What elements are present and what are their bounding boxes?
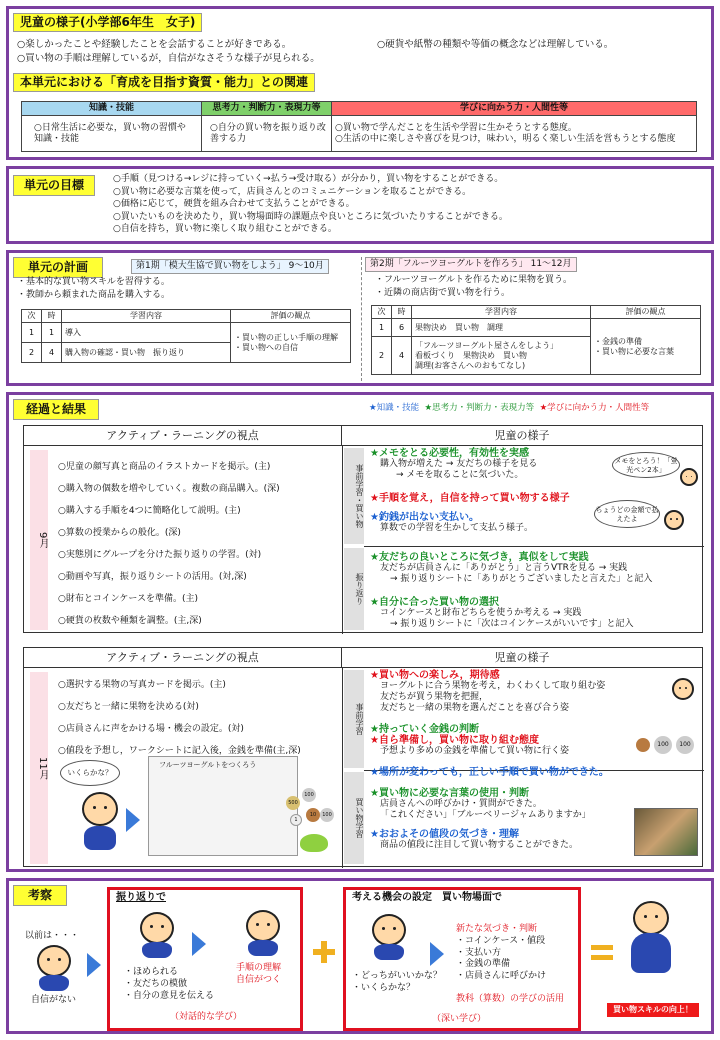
child-face-icon bbox=[140, 912, 174, 944]
coin-icon bbox=[636, 738, 650, 752]
thinking-item: ・店員さんに呼びかけ bbox=[456, 970, 547, 981]
legend-thinking: ★思考力・判断力・表現力等 bbox=[424, 403, 535, 413]
kids-text: ヨーグルトに合う果物を考え，わくわくして取り組む姿 bbox=[380, 681, 606, 691]
month-bar-2 bbox=[30, 672, 48, 864]
al-item: ○財布とコインケースを準備。(主) bbox=[58, 594, 198, 604]
child-body bbox=[142, 942, 172, 958]
section-child-status bbox=[6, 6, 714, 160]
arrow-right-icon bbox=[126, 808, 140, 832]
cell-eval: ・買い物の正しい手順の理解 ・買い物への自信 bbox=[231, 323, 351, 363]
coin-icon-500: 500 bbox=[286, 796, 300, 810]
coin-icon: 100 bbox=[654, 736, 672, 754]
side-tag-1a bbox=[344, 448, 364, 544]
section-discussion bbox=[6, 878, 714, 1034]
kids-header-text: 児童の様子 bbox=[494, 429, 550, 442]
coin-icon-100b: 100 bbox=[320, 808, 334, 822]
side-tag-text: 事前学習・買い物 bbox=[355, 464, 364, 528]
thinking-question: ・いくらかな？ bbox=[352, 983, 416, 993]
abilities-cell-attitude bbox=[332, 116, 697, 152]
al-header-2 bbox=[24, 648, 342, 668]
kids-point: ★場所が変わっても，正しい手順で買い物ができた。 bbox=[370, 767, 609, 778]
plan-divider bbox=[361, 257, 362, 381]
side-tag-2b bbox=[344, 772, 364, 864]
reflection-items bbox=[124, 966, 214, 1002]
kids-block-1 bbox=[370, 448, 652, 630]
kids-header-2 bbox=[342, 648, 702, 668]
al-item: ○購入する手順を4つに簡略化して説明。(主) bbox=[58, 506, 241, 516]
thinking-item: ・コインケース・値段 bbox=[456, 936, 546, 946]
kids-header-text: 児童の様子 bbox=[494, 651, 550, 664]
thinking-items bbox=[456, 936, 546, 982]
plan-title: 単元の計画 bbox=[13, 257, 103, 278]
goal-item: ○手順（見つける→レジに持っていく→払う→受け取る）が分かり，買い物をすることができる。 bbox=[113, 174, 504, 184]
section-progress bbox=[6, 392, 714, 872]
al-item: ○友だちと一緒に果物を決める(対) bbox=[58, 702, 199, 712]
child-body bbox=[631, 933, 671, 973]
thinking-item: ・支払い方 bbox=[456, 947, 502, 958]
speech-bubble-change: ちょうどの金額で払えたよ bbox=[594, 500, 660, 528]
al-header-1 bbox=[24, 426, 342, 446]
cell: 購入物の確認・買い物 振り返り bbox=[62, 343, 231, 363]
side-tag-text: 買い物学習 bbox=[355, 798, 364, 838]
th-ji: 次 bbox=[372, 306, 392, 319]
reflection-footer: （対話的な学び） bbox=[170, 1012, 243, 1022]
cell: 4 bbox=[42, 343, 62, 363]
side-tag-text: 事前学習 bbox=[355, 703, 364, 735]
reflection-box bbox=[107, 887, 303, 1031]
kids-text: 算数での学習を生かして支払う様子。 bbox=[380, 523, 534, 533]
reflection-title: 振り返りで bbox=[116, 892, 166, 903]
al-header-text: アクティブ・ラーニングの視点 bbox=[106, 429, 259, 442]
abilities-cell-knowledge: ○日常生活に必要な，買い物の習慣や知識・技能 bbox=[22, 116, 202, 152]
equals-icon bbox=[591, 945, 613, 961]
cell: 「フルーツヨーグルト屋さんをしよう」 看板づくり 果物決め 買い物 調理(お客さんへのおもてなし) bbox=[412, 337, 591, 375]
legend-knowledge: ★知識・技能 bbox=[369, 403, 420, 413]
arrow-right-icon bbox=[192, 932, 206, 956]
child-face-icon bbox=[372, 914, 406, 946]
al-item: ○児童の顔写真と商品のイラストカードを掲示。(主) bbox=[58, 462, 271, 472]
goal-item: ○価格に応じて，硬貨を組み合わせて支払うことができる。 bbox=[113, 199, 355, 209]
thinking-result-title: 新たな気づき・判断 bbox=[456, 924, 538, 934]
kids-text: 購入物が増えた → 友だちの様子を見る bbox=[380, 459, 538, 469]
kids-divider-v1 bbox=[342, 446, 343, 634]
kids-text: 友だちと一緒の果物を選んだことを喜び合う姿 bbox=[380, 703, 570, 713]
attitude-line-2: ○生活の中に楽しさや喜びを見つけ，味わい，明るく楽しい生活を営もうとする態度 bbox=[335, 133, 676, 144]
month-bar-1 bbox=[30, 450, 48, 630]
kids-text: 友だちが買う果物を把握， bbox=[380, 692, 489, 702]
goal-item: ○自信を持ち，買い物に楽しく取り組むことができる。 bbox=[113, 224, 337, 234]
progress-block-2 bbox=[23, 647, 703, 867]
kids-text: → 振り返りシートに「次はコインケースがいいです」と記入 bbox=[390, 619, 634, 629]
abilities-cell-thinking: ○自分の買い物を振り返り改善する力 bbox=[202, 116, 332, 152]
status-line-2: ○買い物の手順は理解しているが，自信がなさそうな様子が見られる。 bbox=[17, 53, 320, 64]
child-body bbox=[84, 826, 116, 850]
shopping-photo bbox=[634, 808, 698, 856]
discussion-title: 考察 bbox=[13, 885, 67, 906]
thinking-question: ・どっちがいいかな？ bbox=[352, 971, 442, 981]
child-body bbox=[248, 940, 278, 956]
section-goals bbox=[6, 166, 714, 244]
child-happy-face bbox=[246, 910, 280, 942]
kids-point: ★持っていく金銭の判断 bbox=[370, 724, 479, 735]
kids-header-1 bbox=[342, 426, 702, 446]
kids-point: ★メモをとる必要性，有効性を実感 bbox=[370, 448, 529, 459]
result-badge: 買い物スキルの向上！ bbox=[607, 1003, 699, 1017]
cell: 2 bbox=[372, 337, 392, 375]
th-toki: 時 bbox=[392, 306, 412, 319]
cell: 1 bbox=[42, 323, 62, 343]
coin-icon: 100 bbox=[676, 736, 694, 754]
section-plan bbox=[6, 250, 714, 386]
coin-purse-icon bbox=[300, 834, 328, 852]
speech-bubble-price: いくらかな？ bbox=[60, 760, 120, 786]
th-naiyou: 学習内容 bbox=[62, 310, 231, 323]
th-hyouka: 評価の観点 bbox=[231, 310, 351, 323]
kids-point: ★買い物への楽しみ，期待感 bbox=[370, 670, 500, 681]
side-tag-text: 振り返り bbox=[355, 573, 364, 605]
cell: 導入 bbox=[62, 323, 231, 343]
child-body bbox=[374, 944, 404, 960]
goals-list bbox=[113, 173, 508, 236]
child-cheer-face bbox=[633, 901, 669, 935]
kids-point: ★自ら準備し，買い物に取り組む態度 bbox=[370, 735, 539, 746]
plan-table-2 bbox=[371, 305, 701, 375]
kids-point: ★釣銭が出ない支払い。 bbox=[370, 512, 479, 523]
cell: 2 bbox=[22, 343, 42, 363]
child-status-title: 児童の様子(小学部6年生 女子) bbox=[13, 13, 202, 32]
status-line-1b: ○硬貨や紙幣の種類や等価の概念などは理解している。 bbox=[377, 39, 614, 50]
thinking-box bbox=[343, 887, 581, 1031]
al-list-2 bbox=[58, 674, 301, 762]
al-item: ○動画や写真，振り返りシートの活用。(対,深) bbox=[58, 572, 247, 582]
child-sad-face bbox=[37, 945, 71, 977]
cell: 果物決め 買い物 調理 bbox=[412, 319, 591, 337]
plan-p2-line2: ・近隣の商店街で買い物を行う。 bbox=[375, 288, 511, 298]
kids-text: 友だちが店員さんに「ありがとう」と言うVTRを見る → 実践 bbox=[380, 563, 628, 573]
plan-period-2: 第2期「フルーツヨーグルトを作ろう」 11～12月 bbox=[365, 257, 577, 272]
kids-text: 予想より多めの金銭を準備して買い物に行く姿 bbox=[380, 746, 570, 756]
reflection-result: 手順の理解 自信がつく bbox=[236, 963, 282, 985]
reflection-item: ・自分の意見を伝える bbox=[124, 991, 215, 1001]
al-item: ○算数の授業からの般化。(深) bbox=[58, 528, 181, 538]
plan-p1-line1: ・基本的な買い物スキルを習得する。 bbox=[17, 277, 170, 287]
thinking-title: 考える機会の設定 買い物場面で bbox=[352, 892, 502, 903]
al-list-1 bbox=[58, 456, 280, 632]
worksheet-image bbox=[148, 756, 298, 856]
cell: 1 bbox=[372, 319, 392, 337]
goal-item: ○買いたいものを決めたり，買い物場面時の課題点や良いところに気づいたりすることができる。 bbox=[113, 211, 508, 222]
plan-period-1: 第1期「模大生協で買い物をしよう」 9～10月 bbox=[131, 259, 329, 274]
status-line-1a: ○楽しかったことや経験したことを会話することが好きである。 bbox=[17, 39, 292, 50]
kids-divider-v2 bbox=[342, 668, 343, 868]
coin-icon-100: 100 bbox=[302, 788, 316, 802]
coin-icon-10: 10 bbox=[306, 808, 320, 822]
abilities-table bbox=[21, 101, 697, 152]
th-ji: 次 bbox=[22, 310, 42, 323]
kids-point: ★買い物に必要な言葉の使用・判断 bbox=[370, 788, 529, 799]
month-label: 11月 bbox=[37, 756, 48, 780]
kids-point: ★おおよその値段の気づき・理解 bbox=[370, 829, 519, 840]
legend-attitude: ★学びに向かう力・人間性等 bbox=[539, 403, 650, 413]
kids-text: 商品の値段に注目して買い物することができた。 bbox=[380, 840, 579, 850]
progress-block-1 bbox=[23, 425, 703, 633]
child-face-icon bbox=[680, 468, 698, 486]
reflection-item: ・友だちの模倣 bbox=[124, 979, 188, 989]
th-naiyou: 学習内容 bbox=[412, 306, 591, 319]
thinking-footer: （深い学び） bbox=[432, 1014, 487, 1024]
abilities-title: 本単元における「育成を目指す資質・能力」との関連 bbox=[13, 73, 315, 92]
abilities-col-attitude: 学びに向かう力・人間性等 bbox=[332, 102, 697, 116]
kids-point: ★友だちの良いところに気づき，真似をして実践 bbox=[370, 552, 589, 563]
cell-eval: ・金銭の準備 ・買い物に必要な言葉 bbox=[591, 319, 701, 375]
abilities-col-knowledge: 知識・技能 bbox=[22, 102, 202, 116]
thinking-subject: 教科（算数）の学びの活用 bbox=[456, 994, 565, 1004]
attitude-line-1: ○買い物で学んだことを生活や学習に生かそうとする態度。 bbox=[335, 122, 577, 133]
worksheet-title: フルーツヨーグルトをつくろう bbox=[159, 761, 257, 769]
plan-table-1 bbox=[21, 309, 351, 363]
cell: 6 bbox=[392, 319, 412, 337]
kids-text: 店員さんへの呼びかけ・質問ができた。 bbox=[380, 799, 542, 809]
goal-item: ○買い物に必要な言葉を使って，店員さんとのコミュニケーションを取ることができる。 bbox=[113, 186, 472, 197]
plus-icon bbox=[313, 941, 335, 963]
no-confidence-label: 自信がない bbox=[31, 995, 77, 1005]
arrow-right-icon bbox=[87, 953, 101, 977]
progress-title: 経過と結果 bbox=[13, 399, 99, 420]
side-tag-1b bbox=[344, 548, 364, 630]
speech-bubble-memo: メモをとろう！「蛍光ペン2本」 bbox=[612, 452, 680, 478]
plan-p2-line1: ・フルーツヨーグルトを作るために果物を買う。 bbox=[375, 275, 573, 285]
legend bbox=[369, 403, 649, 414]
thinking-questions bbox=[352, 970, 442, 994]
thinking-item: ・金銭の準備 bbox=[456, 959, 511, 969]
kids-text: コインケースと財布どちらを使うか考える → 実践 bbox=[380, 608, 582, 618]
child-body bbox=[39, 975, 69, 991]
kids-point: ★自分に合った買い物の選択 bbox=[370, 597, 499, 608]
plan-p1-line2: ・教師から頼まれた商品を購入する。 bbox=[17, 290, 171, 300]
arrow-right-icon bbox=[430, 942, 444, 966]
child-face-icon bbox=[672, 678, 694, 700]
coin-icon-1: 1 bbox=[290, 814, 302, 826]
al-item: ○選択する果物の写真カードを掲示。(主) bbox=[58, 680, 226, 690]
kids-text: 「これください」「ブルーベリージャムありますか」 bbox=[380, 810, 591, 820]
kids-text: → メモを取ることに気づいた。 bbox=[396, 470, 524, 480]
cell: 4 bbox=[392, 337, 412, 375]
th-toki: 時 bbox=[42, 310, 62, 323]
reflection-item: ・ほめられる bbox=[124, 967, 179, 977]
th-hyouka: 評価の観点 bbox=[591, 306, 701, 319]
al-item: ○値段を予想し，ワークシートに記入後，金銭を準備(主,深) bbox=[58, 746, 301, 756]
goals-title: 単元の目標 bbox=[13, 175, 95, 196]
child-face-icon bbox=[82, 792, 118, 826]
kids-block-2 bbox=[370, 670, 609, 851]
before-label: 以前は・・・ bbox=[25, 931, 80, 941]
al-item: ○実態別にグループを分けた振り返りの学習。(対) bbox=[58, 550, 262, 560]
abilities-col-thinking: 思考力・判断力・表現力等 bbox=[202, 102, 332, 116]
side-tag-2a bbox=[344, 670, 364, 768]
al-header-text: アクティブ・ラーニングの視点 bbox=[106, 651, 259, 664]
kids-point: ★手順を覚え，自信を持って買い物する様子 bbox=[370, 493, 570, 504]
cell: 1 bbox=[22, 323, 42, 343]
kids-text: → 振り返りシートに「ありがとうございましたと言えた」と記入 bbox=[390, 574, 653, 584]
al-item: ○硬貨の枚数や種類を調整。(主,深) bbox=[58, 616, 202, 626]
month-label: 9月 bbox=[37, 531, 48, 549]
al-item: ○店員さんに声をかける場・機会の設定。(対) bbox=[58, 724, 244, 734]
al-item: ○購入物の個数を増やしていく。複数の商品購入。(深) bbox=[58, 484, 280, 494]
child-face-icon bbox=[664, 510, 684, 530]
